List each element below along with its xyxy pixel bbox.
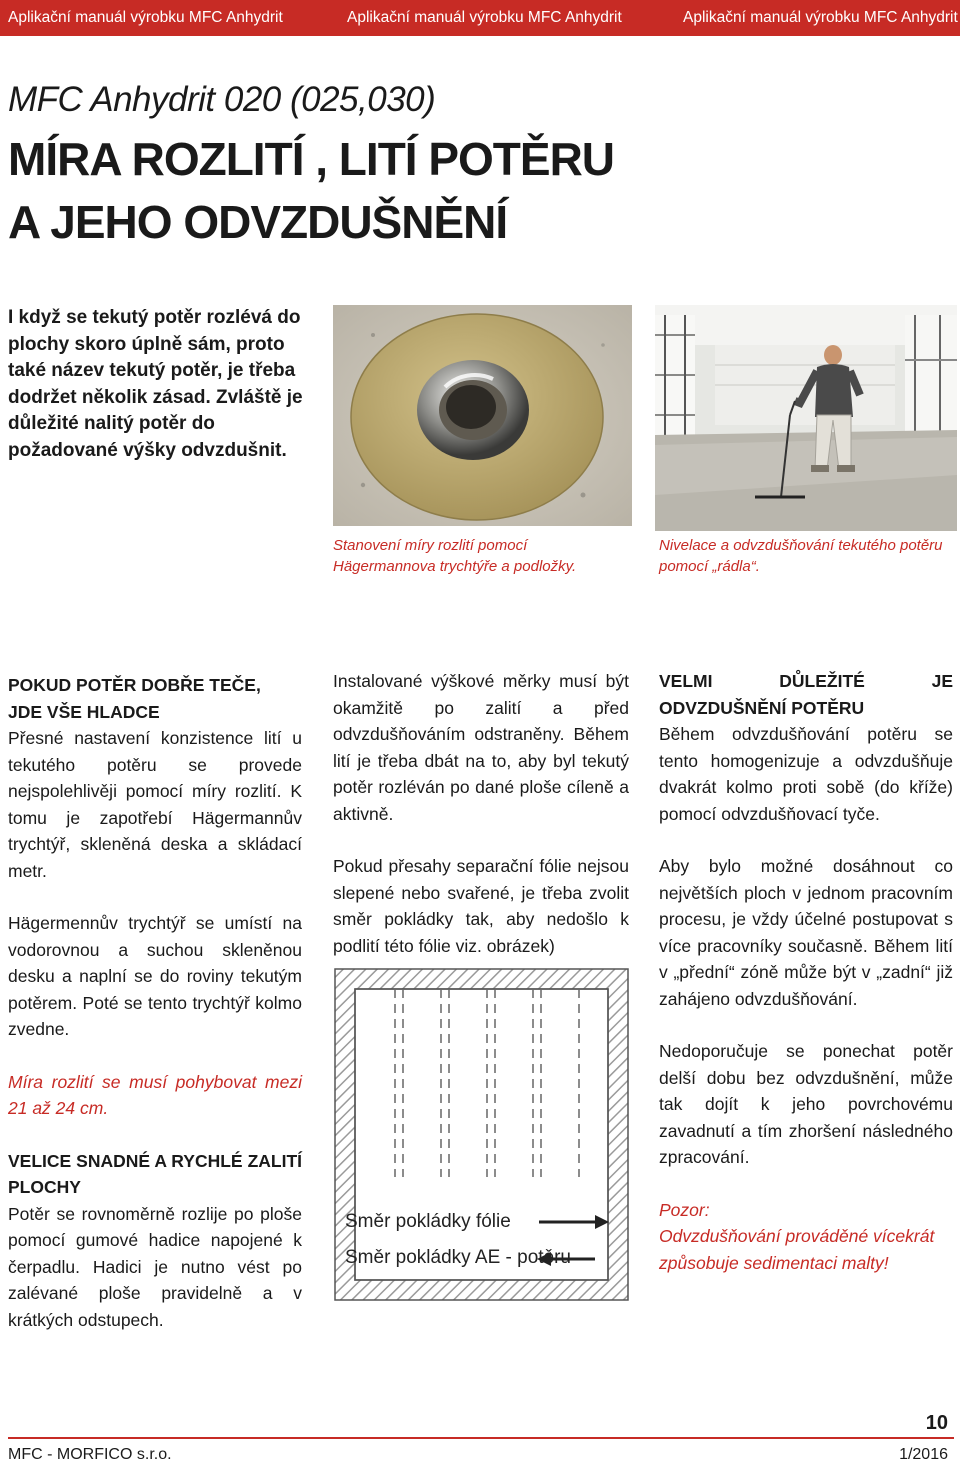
heading-good-flow-line-1: POKUD POTĚR DOBŘE TEČE, [8, 675, 261, 695]
page-subtitle: MFC Anhydrit 020 (025,030) [8, 80, 436, 119]
warning-title: Pozor: [659, 1199, 710, 1220]
laying-direction-diagram [333, 967, 630, 1302]
col3-paragraph-1: Během odvzdušňování potěru se tento homogenizuje a odvzdušňuje dvakrát kolmo proti sobě (do kříže) pomocí odvzdušňovací tyče. [659, 724, 953, 824]
column-2 [333, 668, 629, 985]
header-text: Aplikační manuál výrobku MFC Anhydrit [347, 9, 622, 26]
footer-divider [8, 1437, 954, 1439]
col2-paragraph-1: Instalované výškové měrky musí být okamžitě po zalití a před odvzdušňováním odstraněny. Během lití je třeba dbát na to, aby byl tekutý potěr rozléván po dané ploše cíleně a aktivně. [333, 671, 629, 824]
funnel-photo-caption: Stanovení míry rozlití pomocí Hägermannova trychtýře a podložky. [333, 537, 577, 575]
header-text: Aplikační manuál výrobku MFC Anhydrit [683, 9, 958, 26]
column-1 [8, 672, 302, 1359]
page-title-line-2: A JEHO ODVZDUŠNĚNÍ [8, 196, 508, 248]
heading-quick-pour: VELICE SNADNÉ A RYCHLÉ ZALITÍ PLOCHY [8, 1150, 302, 1197]
foil-direction-label: Směr pokládky fólie [345, 1211, 511, 1232]
col1-paragraph-3: Potěr se rovnoměrně rozlije po ploše pomocí gumové hadice napojené k čerpadlu. Hadici je nutno vést po zalévané ploše pravidelně a v krátkých odstupech. [8, 1203, 302, 1330]
footer-date: 1/2016 [899, 1446, 948, 1463]
col1-paragraph-2: Hägermennův trychtýř se umístí na vodorovnou a suchou skleněnou desku a naplní se do roviny tekutým potěrem. Poté se tento trychtýř kolmo zvedne. [8, 913, 302, 1039]
intro-paragraph: I když se tekutý potěr rozlévá do plochy skoro úplně sám, proto také název tekutý potěr, je třeba dodržet několik zásad. Zvláště je důležité nalitý potěr do požadované výšky odvzdušnit. [8, 307, 303, 461]
footer-company: MFC - MORFICO s.r.o. [8, 1446, 172, 1463]
heading-good-flow-line-2: JDE VŠE HLADCE [8, 701, 160, 722]
page-title-line-1: MÍRA ROZLITÍ , LITÍ POTĚRU [8, 133, 615, 185]
col3-paragraph-2: Aby bylo možné dosáhnout co největších ploch v jednom pracovním procesu, je vždy účelné postupovat s více pracovníky současně. Během lití v „přední“ zóně může být v „zadní“ již zahájeno odvzdušňování. [659, 856, 953, 1009]
header-text: Aplikační manuál výrobku MFC Anhydrit [8, 9, 283, 26]
heading-deaeration: VELMI DŮLEŽITÉ JE ODVZDUŠNĚNÍ POTĚRU [659, 671, 953, 718]
column-3 [659, 668, 953, 1276]
funnel-photo [333, 305, 632, 526]
warning-text: Odvzdušňování prováděné vícekrát způsobuje sedimentaci malty! [659, 1226, 935, 1273]
levelling-photo-caption: Nivelace a odvzdušňování tekutého potěru pomocí „rádla“. [659, 537, 943, 575]
col2-paragraph-2: Pokud přesahy separační fólie nejsou slepené nebo svařené, je třeba zvolit směr pokládky tak, aby nedošlo k podlití této fólie viz. obrázek) [333, 856, 629, 956]
screed-direction-label: Směr pokládky AE - potěru [345, 1247, 571, 1268]
col3-paragraph-3: Nedoporučuje se ponechat potěr delší dobu bez odvzdušnění, může tak dojít k jeho povrchovému zavadnutí a tím zhoršení následného zpracování. [659, 1041, 953, 1167]
levelling-photo [655, 305, 957, 531]
col1-paragraph-1: Přesné nastavení konzistence lití u tekutého potěru se provede nejspolehlivěji pomocí míry rozlití. K tomu je zapotřebí Hägermannův trychtýř, skleněná deska a skládací metr. [8, 728, 302, 881]
header-bar [0, 0, 960, 36]
flow-range-note: Míra rozlití se musí pohybovat mezi 21 až 24 cm. [8, 1071, 302, 1118]
page-number: 10 [925, 1412, 948, 1434]
